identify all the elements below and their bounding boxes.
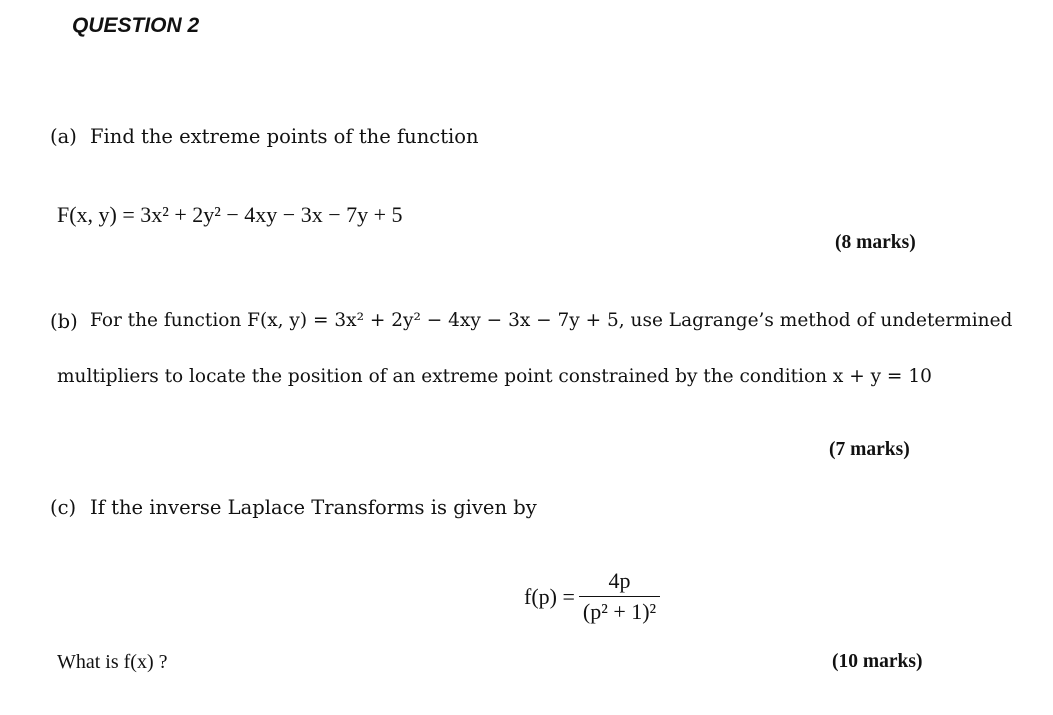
part-a-label: (a) [50,125,77,148]
laplace-equation [524,568,660,625]
fraction-denominator: (p² + 1)² [579,596,660,625]
part-a-marks: (8 marks) [835,232,916,253]
part-c-label: (c) [50,496,77,519]
part-a-text: Find the extreme points of the function [90,125,479,148]
part-b-label: (b) [50,310,78,333]
part-c-text: If the inverse Laplace Transforms is given by [90,496,537,519]
fraction-numerator: 4p [608,568,631,593]
part-c-question: What is f(x) ? [57,651,168,673]
part-a-equation: F(x, y) = 3x² + 2y² − 4xy − 3x − 7y + 5 [57,202,403,227]
equation-lhs: f(p) = [524,583,575,609]
part-b-line1: For the function F(x, y) = 3x² + 2y² − 4xy − 3x − 7y + 5, use Lagrange’s method of undetermined [90,310,1013,331]
fraction [579,568,660,625]
question-title: QUESTION 2 [72,14,200,37]
part-b-line2: multipliers to locate the position of an extreme point constrained by the condition x + y = 10 [57,366,932,387]
part-b-marks: (7 marks) [829,439,910,460]
part-c-marks: (10 marks) [832,651,923,672]
